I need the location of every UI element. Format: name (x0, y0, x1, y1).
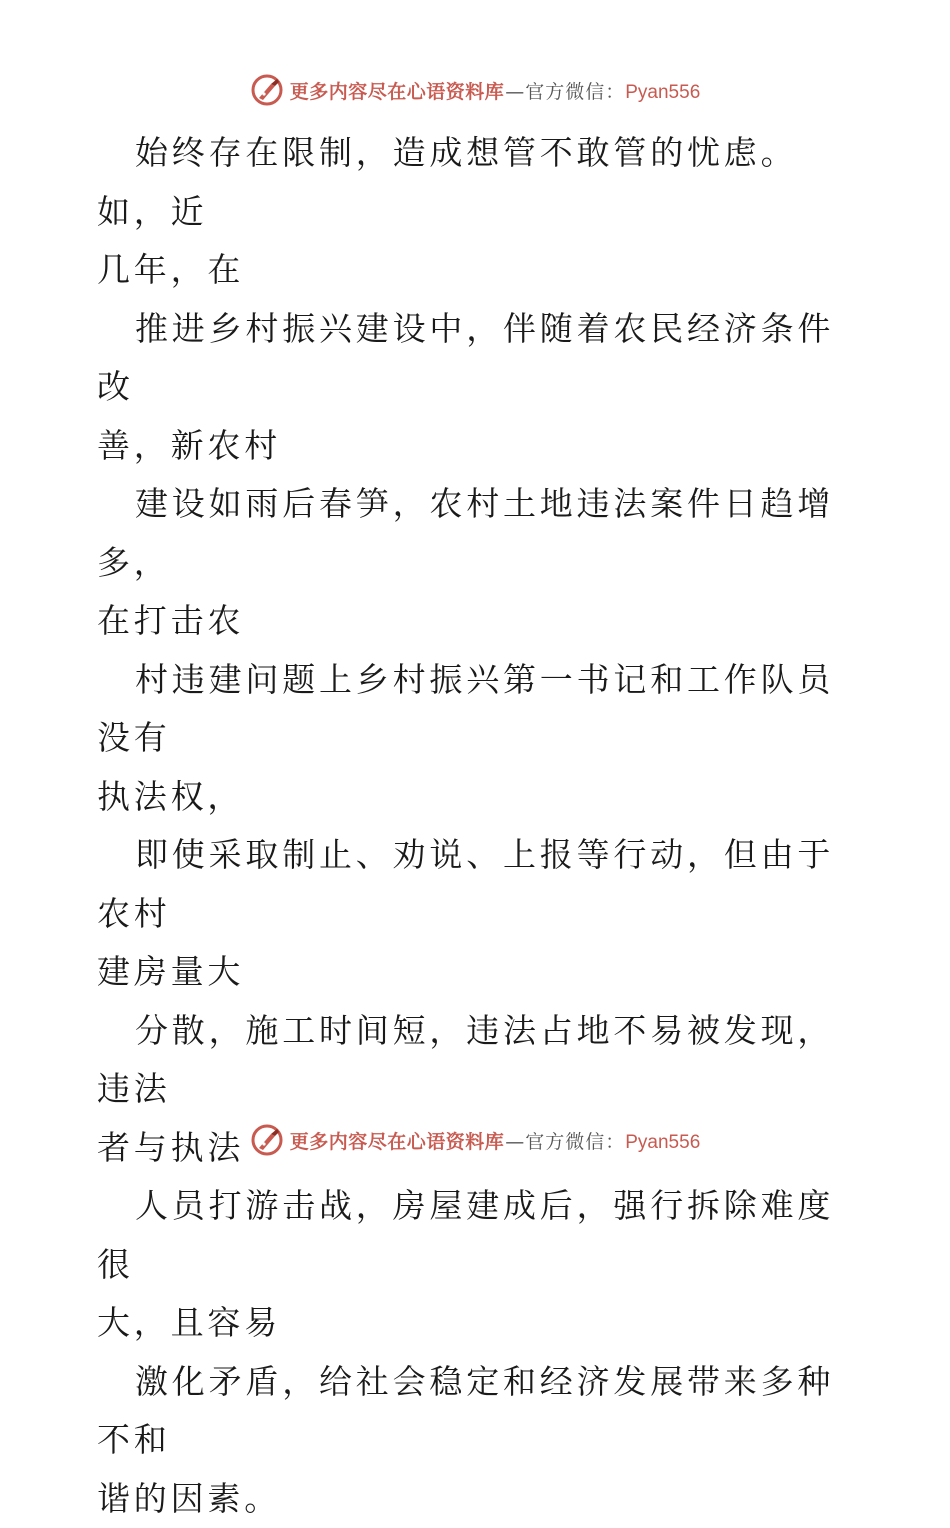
line-cont: 者与执法 (97, 1119, 857, 1178)
document-body (97, 124, 857, 1528)
paragraph (97, 1177, 857, 1353)
paragraph (97, 1353, 857, 1528)
watermark-sub: 官方微信： (525, 1127, 625, 1154)
line-cont: 大，且容易 (97, 1294, 857, 1353)
line-cont: 执法权， (97, 768, 857, 827)
paragraph (97, 300, 857, 476)
watermark-dash: — (505, 1131, 524, 1153)
paragraph (97, 124, 857, 300)
line-first: 分散，施工时间短，违法占地不易被发现，违法 (97, 1011, 834, 1109)
line-first: 始终存在限制，造成想管不敢管的忧虑。如，近 (97, 133, 797, 231)
paragraph (97, 651, 857, 827)
watermark-text (290, 1127, 701, 1154)
pen-nib-logo-icon (250, 1123, 284, 1157)
watermark-main: 更多内容尽在心语资料库 (290, 1127, 505, 1154)
line-cont: 在打击农 (97, 592, 857, 651)
watermark-text (290, 77, 701, 104)
paragraph (97, 826, 857, 1002)
pen-nib-logo-icon (250, 73, 284, 107)
line-first: 即使采取制止、劝说、上报等行动，但由于农村 (97, 835, 834, 933)
watermark-id: Pyan556 (625, 82, 700, 104)
header-watermark (0, 70, 950, 110)
line-cont: 几年，在 (97, 241, 857, 300)
line-cont: 建房量大 (97, 943, 857, 1002)
line-cont: 谐的因素。 (97, 1470, 857, 1528)
watermark-dash: — (505, 81, 524, 103)
line-first: 激化矛盾，给社会稳定和经济发展带来多种不和 (97, 1362, 834, 1460)
watermark-main: 更多内容尽在心语资料库 (290, 77, 505, 104)
watermark-id: Pyan556 (625, 1132, 700, 1154)
line-first: 村违建问题上乡村振兴第一书记和工作队员没有 (97, 660, 834, 758)
line-first: 建设如雨后春笋，农村土地违法案件日趋增多， (97, 484, 834, 582)
footer-watermark (0, 1120, 950, 1160)
line-first: 人员打游击战，房屋建成后，强行拆除难度很 (97, 1186, 834, 1284)
line-first: 推进乡村振兴建设中，伴随着农民经济条件改 (97, 309, 834, 407)
paragraph (97, 475, 857, 651)
line-cont: 善，新农村 (97, 417, 857, 476)
watermark-sub: 官方微信： (525, 77, 625, 104)
